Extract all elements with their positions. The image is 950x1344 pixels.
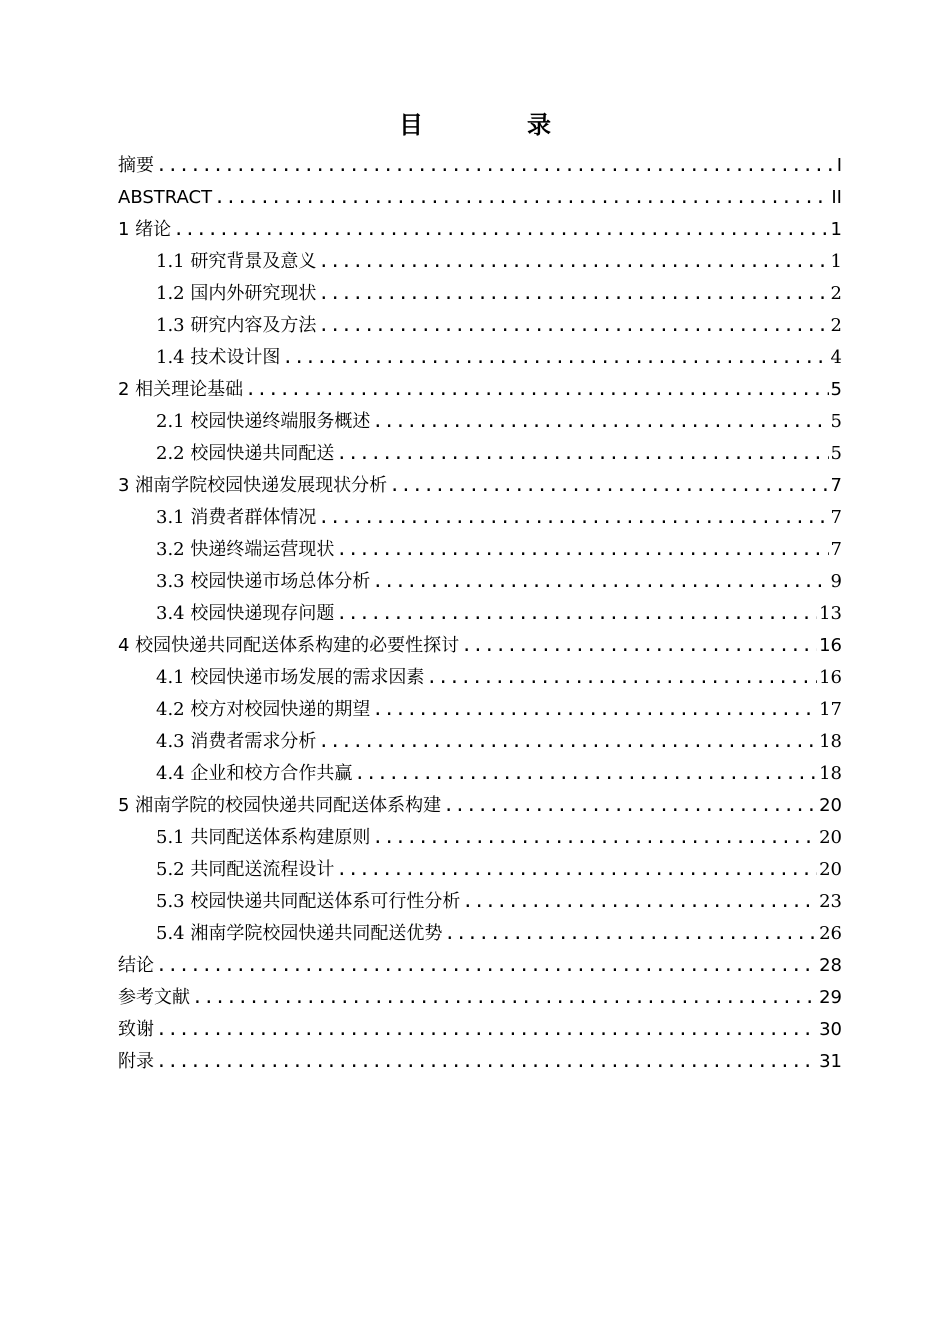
toc-entry[interactable] — [118, 502, 842, 534]
toc-entry[interactable] — [118, 1014, 842, 1046]
toc-dot-leader — [372, 406, 828, 438]
toc-entry-label: 1.2 国内外研究现状 — [156, 283, 317, 304]
toc-dot-leader — [443, 790, 817, 822]
toc-entry-page-number: I — [836, 155, 842, 176]
toc-entry-page-number: 5 — [830, 379, 842, 400]
toc-entry-page-number: 7 — [830, 475, 842, 496]
toc-entry[interactable] — [118, 982, 842, 1014]
toc-entry-page-number: 17 — [819, 699, 842, 720]
toc-entry[interactable] — [118, 790, 842, 822]
toc-dot-leader — [372, 822, 817, 854]
toc-entry[interactable] — [118, 822, 842, 854]
toc-entry[interactable] — [118, 918, 842, 950]
toc-entry-label: 4.4 企业和校方合作共赢 — [156, 763, 353, 784]
toc-dot-leader — [462, 886, 817, 918]
toc-entry-label: 3.1 消费者群体情况 — [156, 507, 317, 528]
toc-entry-page-number: 20 — [819, 859, 842, 880]
toc-entry-label: 1 绪论 — [118, 219, 172, 240]
toc-entry-page-number: 23 — [819, 891, 842, 912]
toc-entry-label: 3.3 校园快递市场总体分析 — [156, 571, 371, 592]
toc-entry[interactable] — [118, 630, 842, 662]
toc-entry[interactable] — [118, 534, 842, 566]
toc-entry-label: 1.3 研究内容及方法 — [156, 315, 317, 336]
toc-entry-page-number: 16 — [819, 635, 842, 656]
toc-entry-page-number: 30 — [819, 1019, 842, 1040]
toc-entry[interactable] — [118, 950, 842, 982]
toc-entry-page-number: 13 — [819, 603, 842, 624]
toc-dot-leader — [318, 278, 828, 310]
toc-entry-label: 2 相关理论基础 — [118, 379, 244, 400]
toc-entry-page-number: 20 — [819, 827, 842, 848]
toc-entry[interactable] — [118, 438, 842, 470]
toc-entry-page-number: 4 — [830, 347, 842, 368]
toc-entry-label: 5 湘南学院的校园快递共同配送体系构建 — [118, 795, 442, 816]
toc-entry-page-number: 1 — [830, 219, 842, 240]
toc-entry[interactable] — [118, 886, 842, 918]
toc-entry-label: 5.3 校园快递共同配送体系可行性分析 — [156, 891, 461, 912]
toc-entry[interactable] — [118, 374, 842, 406]
toc-dot-leader — [156, 1014, 817, 1046]
toc-entry-page-number: 29 — [819, 987, 842, 1008]
toc-entry-page-number: 26 — [819, 923, 842, 944]
toc-entry-page-number: 5 — [830, 411, 842, 432]
toc-entry-label: 2.1 校园快递终端服务概述 — [156, 411, 371, 432]
toc-dot-leader — [214, 182, 829, 214]
toc-entry[interactable] — [118, 310, 842, 342]
toc-entry-label: 参考文献 — [118, 987, 190, 1008]
toc-entry-page-number: 20 — [819, 795, 842, 816]
toc-dot-leader — [282, 342, 828, 374]
toc-entry-page-number: 2 — [830, 315, 842, 336]
toc-entry[interactable] — [118, 598, 842, 630]
toc-entry[interactable] — [118, 662, 842, 694]
toc-entry[interactable] — [118, 182, 842, 214]
toc-entry-label: 2.2 校园快递共同配送 — [156, 443, 335, 464]
toc-dot-leader — [461, 630, 817, 662]
toc-entry[interactable] — [118, 406, 842, 438]
toc-entry[interactable] — [118, 758, 842, 790]
toc-dot-leader — [444, 918, 817, 950]
toc-entry[interactable] — [118, 566, 842, 598]
toc-entry-label: 1.1 研究背景及意义 — [156, 251, 317, 272]
toc-dot-leader — [318, 246, 828, 278]
toc-entry-page-number: 31 — [819, 1051, 842, 1072]
toc-entry[interactable] — [118, 726, 842, 758]
toc-entry-page-number: 9 — [830, 571, 842, 592]
toc-entry-page-number: 28 — [819, 955, 842, 976]
toc-dot-leader — [389, 470, 828, 502]
table-of-contents — [118, 150, 842, 1078]
toc-dot-leader — [336, 598, 817, 630]
toc-entry-label: 5.1 共同配送体系构建原则 — [156, 827, 371, 848]
toc-entry-page-number: 1 — [830, 251, 842, 272]
toc-entry-page-number: 7 — [830, 507, 842, 528]
toc-entry-label: 4.2 校方对校园快递的期望 — [156, 699, 371, 720]
toc-dot-leader — [156, 150, 835, 182]
toc-entry-label: 4 校园快递共同配送体系构建的必要性探讨 — [118, 635, 460, 656]
toc-dot-leader — [318, 310, 828, 342]
toc-entry-label: 3.4 校园快递现存问题 — [156, 603, 335, 624]
toc-dot-leader — [173, 214, 828, 246]
toc-entry-label: 5.4 湘南学院校园快递共同配送优势 — [156, 923, 443, 944]
toc-entry[interactable] — [118, 470, 842, 502]
toc-dot-leader — [156, 1046, 817, 1078]
toc-dot-leader — [336, 534, 828, 566]
toc-entry-label: 4.1 校园快递市场发展的需求因素 — [156, 667, 425, 688]
toc-dot-leader — [372, 694, 817, 726]
toc-dot-leader — [372, 566, 828, 598]
toc-entry[interactable] — [118, 214, 842, 246]
toc-entry-page-number: 5 — [830, 443, 842, 464]
toc-entry-label: 4.3 消费者需求分析 — [156, 731, 317, 752]
toc-dot-leader — [336, 854, 817, 886]
toc-entry-label: 5.2 共同配送流程设计 — [156, 859, 335, 880]
toc-dot-leader — [336, 438, 828, 470]
toc-entry-label: 附录 — [118, 1051, 154, 1072]
toc-entry-label: 摘要 — [118, 155, 154, 176]
toc-entry-label: 1.4 技术设计图 — [156, 347, 281, 368]
toc-entry-label: ABSTRACT — [118, 187, 213, 208]
toc-entry-page-number: 18 — [819, 763, 842, 784]
toc-dot-leader — [192, 982, 817, 1014]
toc-dot-leader — [245, 374, 828, 406]
toc-entry-label: 致谢 — [118, 1019, 154, 1040]
toc-entry-label: 结论 — [118, 955, 154, 976]
toc-entry[interactable] — [118, 694, 842, 726]
toc-entry-page-number: 18 — [819, 731, 842, 752]
toc-entry-page-number: 7 — [830, 539, 842, 560]
toc-entry[interactable] — [118, 342, 842, 374]
toc-entry-label: 3.2 快递终端运营现状 — [156, 539, 335, 560]
toc-entry-label: 3 湘南学院校园快递发展现状分析 — [118, 475, 388, 496]
toc-entry[interactable] — [118, 150, 842, 182]
page-title: 目 录 — [399, 111, 591, 139]
toc-entry[interactable] — [118, 1046, 842, 1078]
toc-entry[interactable] — [118, 278, 842, 310]
toc-entry-page-number: 2 — [830, 283, 842, 304]
toc-dot-leader — [426, 662, 817, 694]
toc-entry[interactable] — [118, 854, 842, 886]
toc-dot-leader — [318, 502, 828, 534]
toc-entry-page-number: II — [831, 187, 842, 208]
toc-dot-leader — [318, 726, 817, 758]
toc-dot-leader — [354, 758, 817, 790]
toc-dot-leader — [156, 950, 817, 982]
toc-entry-page-number: 16 — [819, 667, 842, 688]
toc-entry[interactable] — [118, 246, 842, 278]
